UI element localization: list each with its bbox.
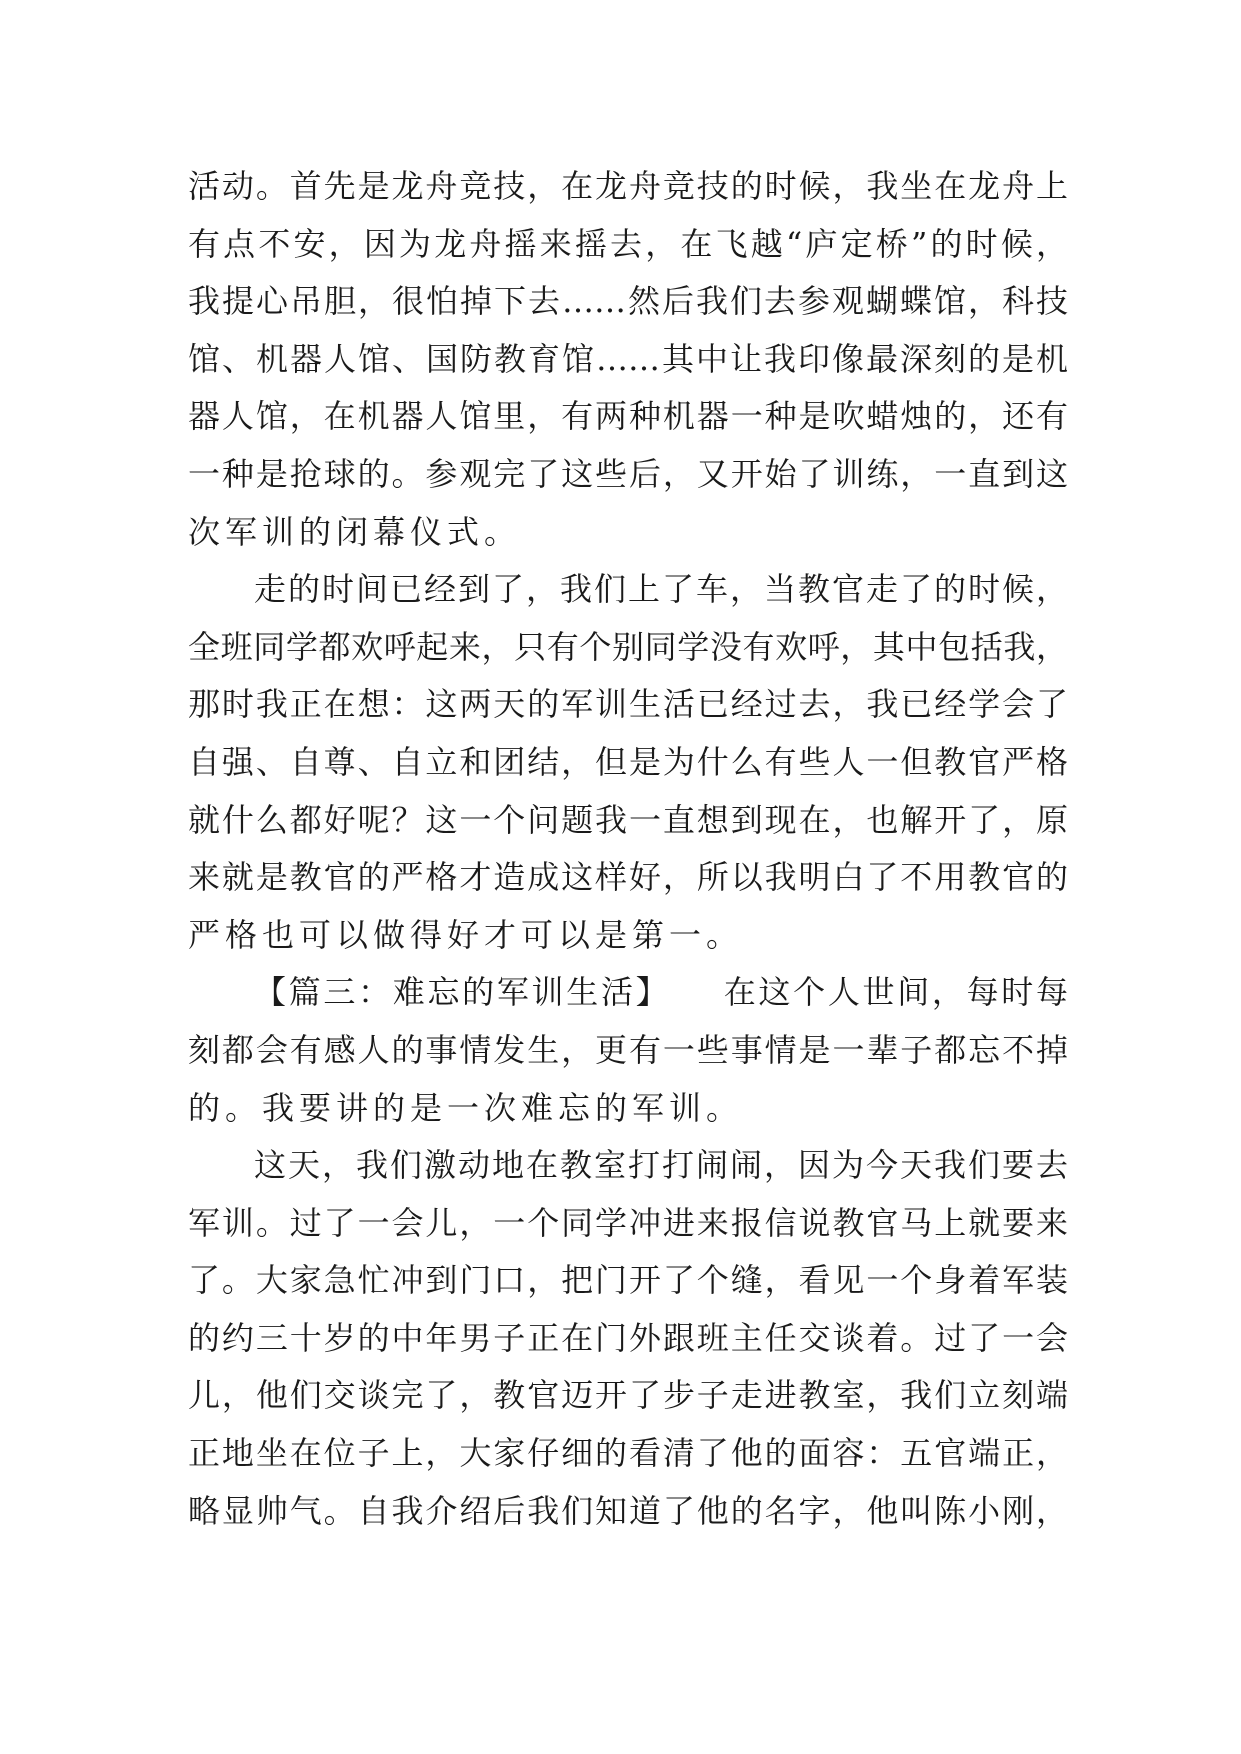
- text-line: 了。大家急忙冲到门口，把门开了个缝，看见一个身着军装: [188, 1261, 1068, 1300]
- text-line: 自强、自尊、自立和团结，但是为什么有些人一但教官严格: [188, 742, 1068, 781]
- text-line: 略显帅气。自我介绍后我们知道了他的名字，他叫陈小刚，: [188, 1491, 1068, 1530]
- text-line: 的。我要讲的是一次难忘的军训。: [188, 1088, 744, 1127]
- text-line: 全班同学都欢呼起来，只有个别同学没有欢呼，其中包括我，: [188, 627, 1068, 666]
- text-line: 活动。首先是龙舟竞技，在龙舟竞技的时候，我坐在龙舟上: [188, 167, 1068, 205]
- text-line: 那时我正在想：这两天的军训生活已经过去，我已经学会了: [188, 685, 1068, 724]
- paragraph-first-line: 走的时间已经到了，我们上了车，当教官走了的时候，: [254, 570, 1068, 609]
- text-line: 一种是抢球的。参观完了这些后，又开始了训练，一直到这: [188, 454, 1068, 493]
- text-line: 严格也可以做得好才可以是第一。: [188, 915, 744, 954]
- text-line: 馆、机器人馆、国防教育馆……其中让我印像最深刻的是机: [188, 339, 1068, 378]
- text-line: 军训。过了一会儿，一个同学冲进来报信说教官马上就要来: [188, 1203, 1068, 1242]
- document-body: [188, 158, 1068, 1540]
- text-line: 有点不安，因为龙舟摇来摇去，在飞越“庐定桥”的时候，: [188, 224, 1068, 263]
- text-line: 来就是教官的严格才造成这样好，所以我明白了不用教官的: [188, 858, 1068, 897]
- text-line: 的约三十岁的中年男子正在门外跟班主任交谈着。过了一会: [188, 1318, 1068, 1357]
- text-line: 就什么都好呢？这一个问题我一直想到现在，也解开了，原: [188, 800, 1068, 839]
- text-line: 正地坐在位子上，大家仔细的看清了他的面容：五官端正，: [188, 1434, 1068, 1473]
- paragraph-first-line: 这天，我们激动地在教室打打闹闹，因为今天我们要去: [254, 1146, 1068, 1185]
- text-line: 刻都会有感人的事情发生，更有一些事情是一辈子都忘不掉: [188, 1030, 1068, 1069]
- text-line: 器人馆，在机器人馆里，有两种机器一种是吹蜡烛的，还有: [188, 397, 1068, 436]
- text-line: 次军训的闭幕仪式。: [188, 512, 522, 551]
- section-heading-line: 【篇三：难忘的军训生活】 在这个人世间，每时每: [254, 973, 1068, 1012]
- text-line: 儿，他们交谈完了，教官迈开了步子走进教室，我们立刻端: [188, 1376, 1068, 1415]
- text-line: 我提心吊胆，很怕掉下去……然后我们去参观蝴蝶馆，科技: [188, 282, 1068, 321]
